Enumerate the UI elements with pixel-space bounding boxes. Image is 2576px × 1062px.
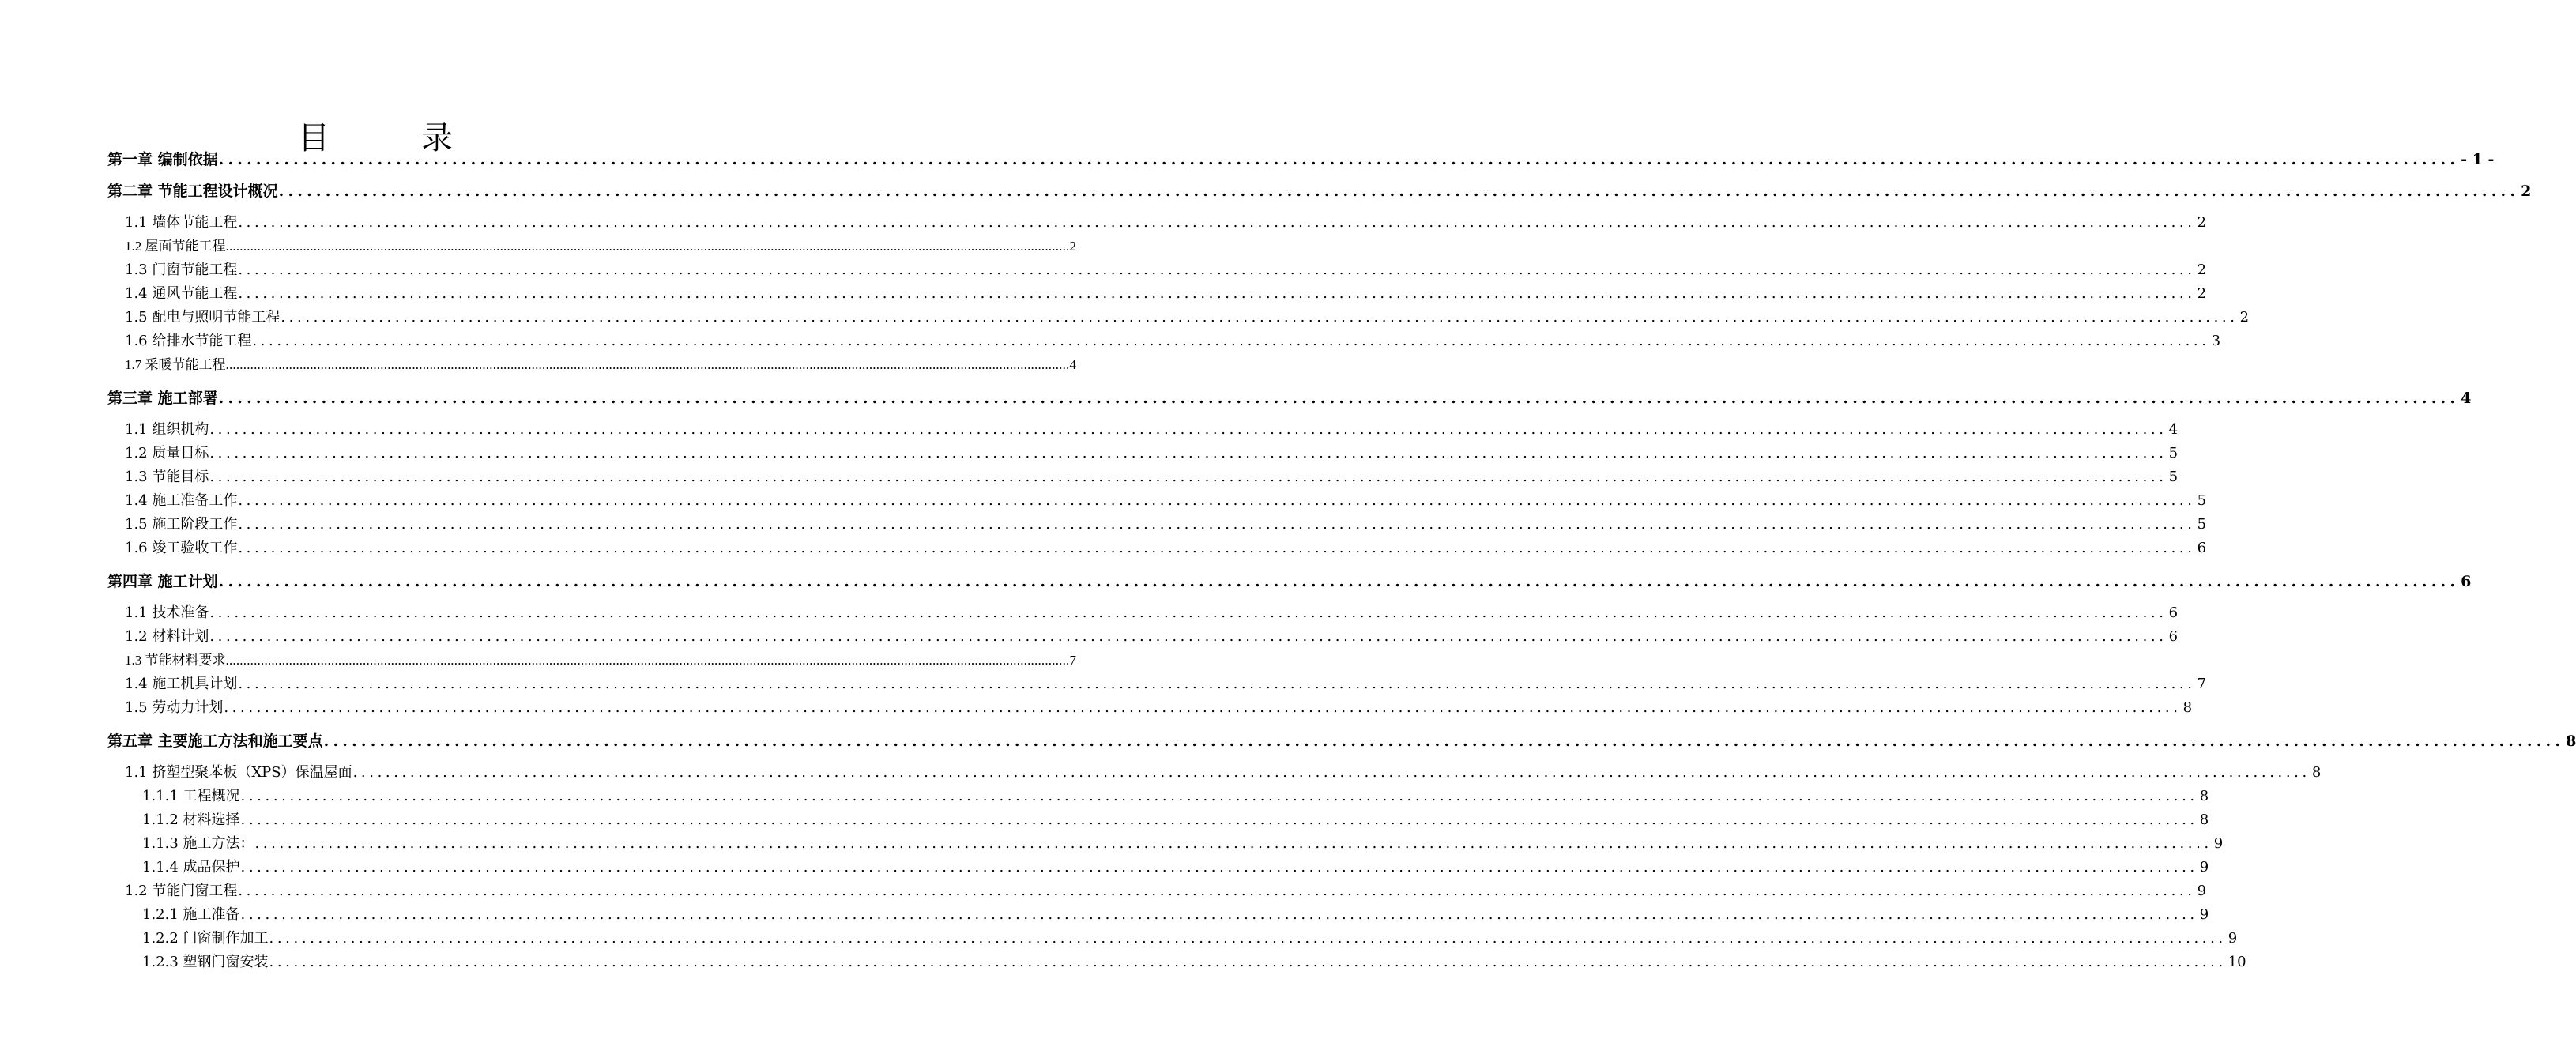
toc-section-entry[interactable] <box>125 697 2193 719</box>
toc-page-number: 4 <box>2168 421 2179 438</box>
toc-entry-label: 1.2 节能门窗工程 <box>125 883 238 899</box>
toc-section-entry[interactable] <box>125 514 2207 536</box>
toc-page-number: 2 <box>2197 285 2207 302</box>
toc-entry-label: 1.1 技术准备 <box>125 604 209 621</box>
dot-leader: ................................................................................................................................................................................................................................................ <box>240 859 2198 876</box>
toc-entry-label: 1.5 施工阶段工作 <box>125 516 238 533</box>
toc-page-number: 6 <box>2461 573 2472 590</box>
toc-section-entry[interactable] <box>125 283 2207 305</box>
dot-leader: ................................................................................................................................................................................................................................................ <box>238 214 2196 231</box>
toc-entry-label: 第一章 编制依据 <box>107 151 218 168</box>
dot-leader: ................................................................................................................................................................................................................................................ <box>225 357 1070 372</box>
dot-leader: ................................................................................................................................................................................................................................................ <box>269 954 2227 970</box>
toc-entry-label: 1.3 门窗节能工程 <box>125 262 238 278</box>
toc-section-entry[interactable] <box>142 951 2246 974</box>
toc-section-entry[interactable] <box>125 330 2221 352</box>
toc-section-entry[interactable] <box>125 880 2207 902</box>
toc-section-entry[interactable] <box>125 419 2179 441</box>
toc-page-number: 5 <box>2168 445 2179 461</box>
toc-chapter-entry[interactable] <box>107 730 2576 752</box>
toc-chapter-entry[interactable] <box>107 149 2495 171</box>
dot-leader: ................................................................................................................................................................................................................................................ <box>238 516 2196 533</box>
toc-page-number: 8 <box>2182 699 2193 716</box>
toc-section-entry[interactable] <box>125 650 1076 672</box>
toc-page-number: 6 <box>2168 604 2179 621</box>
toc-page-number: 8 <box>2311 764 2322 781</box>
dot-leader: ................................................................................................................................................................................................................................................ <box>238 285 2196 302</box>
toc-entry-label: 第五章 主要施工方法和施工要点 <box>107 732 323 750</box>
toc-page-number: 2 <box>2521 183 2532 200</box>
toc-page-number: 2 <box>2239 309 2250 326</box>
dot-leader: ................................................................................................................................................................................................................................................ <box>218 151 2460 168</box>
toc-title: 目 录 <box>298 119 483 156</box>
toc-page-number: 5 <box>2197 516 2207 533</box>
dot-leader: ................................................................................................................................................................................................................................................ <box>224 699 2182 716</box>
toc-entry-label: 1.5 配电与照明节能工程 <box>125 309 281 326</box>
toc-entry-label: 1.3 节能材料要求 <box>125 653 226 668</box>
toc-page-number: 4 <box>1069 357 1076 372</box>
toc-section-entry[interactable] <box>142 928 2238 950</box>
dot-leader: ................................................................................................................................................................................................................................................ <box>240 788 2198 804</box>
dot-leader: ................................................................................................................................................................................................................................................ <box>238 262 2196 278</box>
toc-entry-label: 1.4 施工机具计划 <box>125 676 238 692</box>
dot-leader: ................................................................................................................................................................................................................................................ <box>238 540 2196 556</box>
dot-leader: ................................................................................................................................................................................................................................................ <box>238 492 2196 509</box>
dot-leader: ................................................................................................................................................................................................................................................ <box>240 812 2198 828</box>
toc-chapter-entry[interactable] <box>107 571 2472 593</box>
toc-section-entry[interactable] <box>125 235 1076 258</box>
dot-leader: ................................................................................................................................................................................................................................................ <box>278 183 2520 200</box>
toc-section-entry[interactable] <box>142 809 2209 831</box>
toc-page-number: 8 <box>2199 788 2209 804</box>
toc-page-number: 7 <box>2197 676 2207 692</box>
toc-chapter-entry[interactable] <box>107 387 2472 409</box>
dot-leader: ................................................................................................................................................................................................................................................ <box>238 883 2196 899</box>
toc-section-entry[interactable] <box>125 307 2250 329</box>
dot-leader: ................................................................................................................................................................................................................................................ <box>254 835 2213 852</box>
toc-page-number: - 1 - <box>2461 151 2495 168</box>
dot-leader: ................................................................................................................................................................................................................................................ <box>209 421 2167 438</box>
toc-entry-label: 1.2 材料计划 <box>125 628 209 645</box>
toc-page-number: 5 <box>2197 492 2207 509</box>
toc-page-number: 9 <box>2228 930 2238 947</box>
toc-entry-label: 1.4 通风节能工程 <box>125 285 238 302</box>
toc-entry-label: 1.2 质量目标 <box>125 445 209 461</box>
dot-leader: ................................................................................................................................................................................................................................................ <box>225 653 1070 668</box>
toc-section-entry[interactable] <box>125 442 2179 465</box>
toc-entry-label: 1.6 给排水节能工程 <box>125 333 252 349</box>
toc-entry-label: 1.1.4 成品保护 <box>142 859 240 876</box>
dot-leader: ................................................................................................................................................................................................................................................ <box>240 906 2198 923</box>
dot-leader: ................................................................................................................................................................................................................................................ <box>269 930 2227 947</box>
toc-page-number: 6 <box>2197 540 2207 556</box>
dot-leader: ................................................................................................................................................................................................................................................ <box>225 239 1070 254</box>
toc-section-entry[interactable] <box>125 212 2207 234</box>
toc-page-number: 6 <box>2168 628 2179 645</box>
toc-entry-label: 1.1.3 施工方法： <box>142 835 254 852</box>
toc-section-entry[interactable] <box>125 762 2322 784</box>
toc-entry-label: 1.2.3 塑钢门窗安装 <box>142 954 269 970</box>
toc-page-number: 9 <box>2213 835 2224 852</box>
toc-section-entry[interactable] <box>125 354 1076 376</box>
toc-section-entry[interactable] <box>142 904 2209 926</box>
toc-entry-label: 1.1 组织机构 <box>125 421 209 438</box>
toc-entry-label: 1.2 屋面节能工程 <box>125 239 226 254</box>
toc-chapter-entry[interactable] <box>107 180 2532 202</box>
toc-section-entry[interactable] <box>125 673 2207 695</box>
dot-leader: ................................................................................................................................................................................................................................................ <box>352 764 2310 781</box>
toc-entry-label: 第三章 施工部署 <box>107 390 218 407</box>
toc-page-number: 10 <box>2228 954 2246 970</box>
toc-entry-label: 1.4 施工准备工作 <box>125 492 238 509</box>
toc-section-entry[interactable] <box>125 537 2207 559</box>
toc-page-number: 9 <box>2197 883 2207 899</box>
toc-page-number: 2 <box>1069 239 1076 254</box>
toc-entry-label: 1.6 竣工验收工作 <box>125 540 238 556</box>
toc-entry-label: 1.2.2 门窗制作加工 <box>142 930 269 947</box>
toc-section-entry[interactable] <box>125 466 2179 488</box>
toc-entry-label: 1.7 采暖节能工程 <box>125 357 226 372</box>
toc-section-entry[interactable] <box>142 833 2224 855</box>
dot-leader: ................................................................................................................................................................................................................................................ <box>209 445 2167 461</box>
toc-page-number: 8 <box>2566 732 2576 750</box>
toc-section-entry[interactable] <box>125 626 2179 648</box>
toc-section-entry[interactable] <box>142 857 2209 879</box>
toc-entry-label: 第二章 节能工程设计概况 <box>107 183 278 200</box>
dot-leader: ................................................................................................................................................................................................................................................ <box>209 628 2167 645</box>
toc-page-number: 3 <box>2211 333 2221 349</box>
dot-leader: ................................................................................................................................................................................................................................................ <box>209 604 2167 621</box>
toc-page-number: 5 <box>2168 469 2179 485</box>
toc-entry-label: 1.5 劳动力计划 <box>125 699 224 716</box>
toc-page-number: 9 <box>2199 859 2209 876</box>
toc-entry-label: 1.1 挤塑型聚苯板（XPS）保温屋面 <box>125 764 352 781</box>
toc-entry-label: 1.2.1 施工准备 <box>142 906 240 923</box>
dot-leader: ................................................................................................................................................................................................................................................ <box>281 309 2239 326</box>
toc-page-number: 2 <box>2197 214 2207 231</box>
dot-leader: ................................................................................................................................................................................................................................................ <box>218 573 2460 590</box>
toc-section-entry[interactable] <box>125 490 2207 512</box>
dot-leader: ................................................................................................................................................................................................................................................ <box>323 732 2565 750</box>
toc-section-entry[interactable] <box>125 602 2179 624</box>
dot-leader: ................................................................................................................................................................................................................................................ <box>252 333 2210 349</box>
toc-entry-label: 1.3 节能目标 <box>125 469 209 485</box>
toc-page-number: 9 <box>2199 906 2209 923</box>
toc-section-entry[interactable] <box>142 785 2209 808</box>
dot-leader: ................................................................................................................................................................................................................................................ <box>238 676 2196 692</box>
toc-page-number: 8 <box>2199 812 2209 828</box>
toc-entry-label: 1.1.1 工程概况 <box>142 788 240 804</box>
toc-entry-label: 1.1.2 材料选择 <box>142 812 240 828</box>
dot-leader: ................................................................................................................................................................................................................................................ <box>209 469 2167 485</box>
toc-entry-label: 第四章 施工计划 <box>107 573 218 590</box>
toc-section-entry[interactable] <box>125 259 2207 281</box>
dot-leader: ................................................................................................................................................................................................................................................ <box>218 390 2460 407</box>
toc-page-number: 4 <box>2461 390 2472 407</box>
toc-entry-label: 1.1 墙体节能工程 <box>125 214 238 231</box>
toc-page-number: 2 <box>2197 262 2207 278</box>
toc-page-number: 7 <box>1069 653 1076 668</box>
